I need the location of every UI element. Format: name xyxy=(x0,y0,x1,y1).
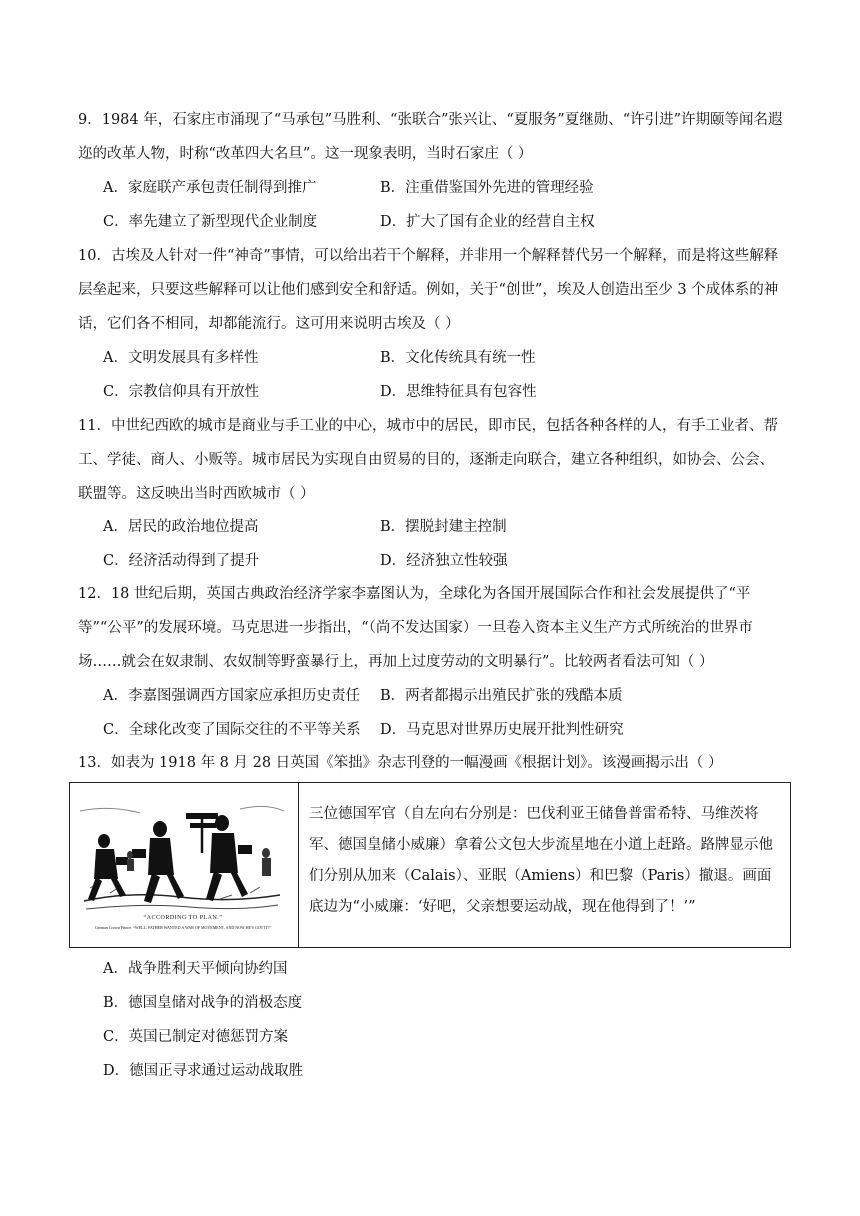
option-c: C．经济活动得到了提升 xyxy=(103,553,260,569)
question-9-stem: 9．1984 年，石家庄市涌现了“马承包”马胜利、“张联合”张兴让、“夏服务”夏继勋、“许引进”许期颐等闻名遐迩的改革人物，时称“改革四大名旦”。这一现象表明，当时石家庄（ ） xyxy=(78,112,783,162)
option-b: B．摆脱封建主控制 xyxy=(380,519,507,535)
option-a: A．战争胜利天平倾向协约国 xyxy=(103,961,288,977)
question-9-options xyxy=(103,171,793,239)
option-d: D．思维特征具有包容性 xyxy=(380,384,537,400)
option-c: C．全球化改变了国际交往的不平等关系 xyxy=(103,722,361,738)
option-d: D．经济独立性较强 xyxy=(380,553,508,569)
question-13-options xyxy=(103,952,793,1088)
cartoon-image xyxy=(70,783,299,947)
option-b: B．文化传统具有统一性 xyxy=(380,350,536,366)
option-a: A．居民的政治地位提高 xyxy=(103,519,259,535)
cartoon-table xyxy=(69,782,791,948)
question-11-options xyxy=(103,510,793,578)
question-12-stem: 12．18 世纪后期，英国古典政治经济学家李嘉图认为，全球化为各国开展国际合作和社会发展提供了“平等”“公平”的发展环境。马克思进一步指出，“（尚不发达国家）一旦卷入资本主义生产方式所统治的世界市场……就会在奴隶制、农奴制等野蛮暴行上，再加上过度劳动的文明暴行”。比较两者看法可知（ ） xyxy=(78,586,753,670)
cartoon-drawing xyxy=(70,783,296,947)
option-d: D．马克思对世界历史展开批判性研究 xyxy=(380,722,624,738)
option-b: B．注重借鉴国外先进的管理经验 xyxy=(380,180,594,196)
option-a: A．李嘉图强调西方国家应承担历史责任 xyxy=(103,688,360,704)
cartoon-caption: “ACCORDING TO PLAN.” xyxy=(143,915,223,921)
question-12-options xyxy=(103,679,793,747)
option-c: C．宗教信仰具有开放性 xyxy=(103,384,260,400)
question-10-stem: 10．古埃及人针对一件“神奇”事情，可以给出若干个解释，并非用一个解释替代另一个解释，而是将这些解释层垒起来，只要这些解释可以让他们感到安全和舒适。例如，关于“创世”，埃及人创造出至少 3 个成体系的神话，它们各不相同，却都能流行。这可用来说明古埃及（ ） xyxy=(78,248,779,332)
option-d: D．扩大了国有企业的经营自主权 xyxy=(380,214,595,230)
option-a: A．家庭联产承包责任制得到推广 xyxy=(103,180,317,196)
question-10-options xyxy=(103,341,793,409)
cartoon-description: 三位德国军官（自左向右分别是：巴伐利亚王储鲁普雷希特、马维茨将军、德国皇储小威廉）拿着公文包大步流星地在小道上赶路。路牌显示他们分别从加来（Calais）、亚眠（Amiens）和巴黎（Paris）撤退。画面底边为“小威廉：‘好吧，父亲想要运动战，现在他得到了！’” xyxy=(309,806,773,915)
cartoon-subcaption: German Crown Prince: “WELL, FATHER WANTED A WAR OF MOVEMENT, AND NOW HE'S GOT IT!” xyxy=(94,925,272,930)
option-d: D．德国正寻求通过运动战取胜 xyxy=(103,1063,304,1079)
question-13-stem: 13．如表为 1918 年 8 月 28 日英国《笨拙》杂志刊登的一幅漫画《根据计划》。该漫画揭示出（ ） xyxy=(78,755,723,771)
option-c: C．英国已制定对德惩罚方案 xyxy=(103,1029,289,1045)
option-b: B．德国皇储对战争的消极态度 xyxy=(103,995,303,1011)
option-a: A．文明发展具有多样性 xyxy=(103,350,259,366)
question-11-stem: 11．中世纪西欧的城市是商业与手工业的中心，城市中的居民，即市民，包括各种各样的人，有手工业者、帮工、学徒、商人、小贩等。城市居民为实现自由贸易的目的，逐渐走向联合，建立各种组织，如协会、公会、联盟等。这反映出当时西欧城市（ ） xyxy=(78,418,778,502)
option-c: C．率先建立了新型现代企业制度 xyxy=(103,214,318,230)
option-b: B．两者都揭示出殖民扩张的残酷本质 xyxy=(380,688,623,704)
